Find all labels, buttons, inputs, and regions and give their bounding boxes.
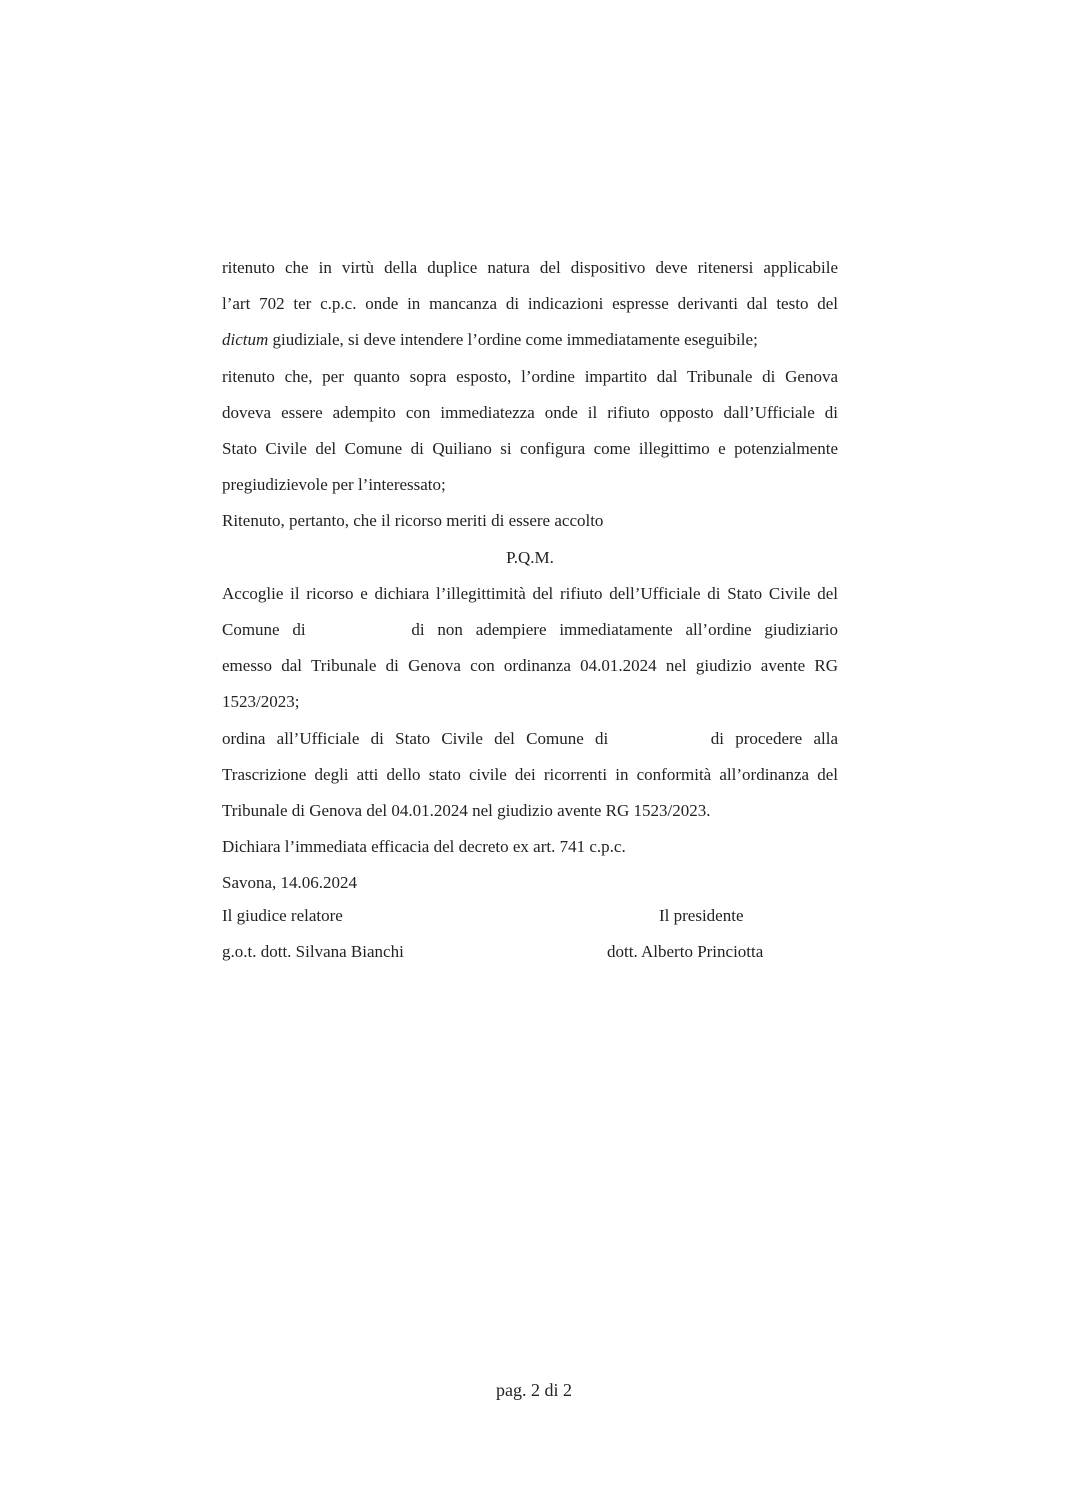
place-date: Savona, 14.06.2024 — [222, 873, 358, 893]
text-line: ritenuto che in virtù della duplice natura del dispositivo deve ritenersi applicabile — [222, 258, 838, 277]
text-line: Accoglie il ricorso e dichiara l’illegittimità del rifiuto dell’Ufficiale di Stato Civile del — [222, 583, 838, 603]
text-fragment: di procedere alla — [710, 728, 838, 748]
signature-titles-row — [222, 898, 838, 934]
text-line: 1523/2023; — [222, 692, 300, 712]
text-line: ritenuto che, per quanto sopra esposto, l’ordine impartito dal Tribunale di Genova — [222, 366, 838, 386]
italic-term: dictum — [222, 330, 269, 350]
text-line: emesso dal Tribunale di Genova con ordinanza 04.01.2024 nel giudizio avente RG — [222, 656, 838, 676]
president-name: dott. Alberto Princiotta — [607, 942, 764, 962]
president-title: Il presidente — [659, 906, 744, 925]
text-line: l’art 702 ter c.p.c. onde in mancanza di indicazioni espresse derivanti dal testo del — [222, 294, 838, 314]
judge-title: Il giudice relatore — [222, 906, 343, 925]
signature-block — [222, 898, 838, 970]
document-body — [222, 250, 838, 902]
text-line — [222, 612, 838, 648]
text-fragment: di non adempiere immediatamente all’ordine giudiziario — [411, 620, 838, 640]
pqm-heading: P.Q.M. — [506, 547, 554, 567]
judge-name: g.o.t. dott. Silvana Bianchi — [222, 942, 404, 962]
signature-names-row — [222, 934, 838, 970]
text-line: Dichiara l’immediata efficacia del decreto ex art. 741 c.p.c. — [222, 837, 626, 857]
text-line — [222, 721, 838, 757]
text-line: pregiudizievole per l’interessato; — [222, 475, 446, 495]
page-number: pag. 2 di 2 — [496, 1380, 572, 1400]
text-fragment: ordina all’Ufficiale di Stato Civile del Comune di — [222, 728, 609, 748]
text-line — [222, 322, 838, 358]
text-fragment: Comune di — [222, 620, 306, 640]
text-line: doveva essere adempito con immediatezza onde il rifiuto opposto dall’Ufficiale di — [222, 402, 838, 422]
text-line: Ritenuto, pertanto, che il ricorso meriti di essere accolto — [222, 511, 604, 531]
text-line: Trascrizione degli atti dello stato civile dei ricorrenti in conformità all’ordinanza del — [222, 764, 838, 784]
text-line: Tribunale di Genova del 04.01.2024 nel giudizio avente RG 1523/2023. — [222, 801, 711, 821]
text-line: Stato Civile del Comune di Quiliano si configura come illegittimo e potenzialmente — [222, 439, 838, 459]
text-fragment: giudiziale, si deve intendere l’ordine come immediatamente eseguibile; — [268, 330, 758, 350]
